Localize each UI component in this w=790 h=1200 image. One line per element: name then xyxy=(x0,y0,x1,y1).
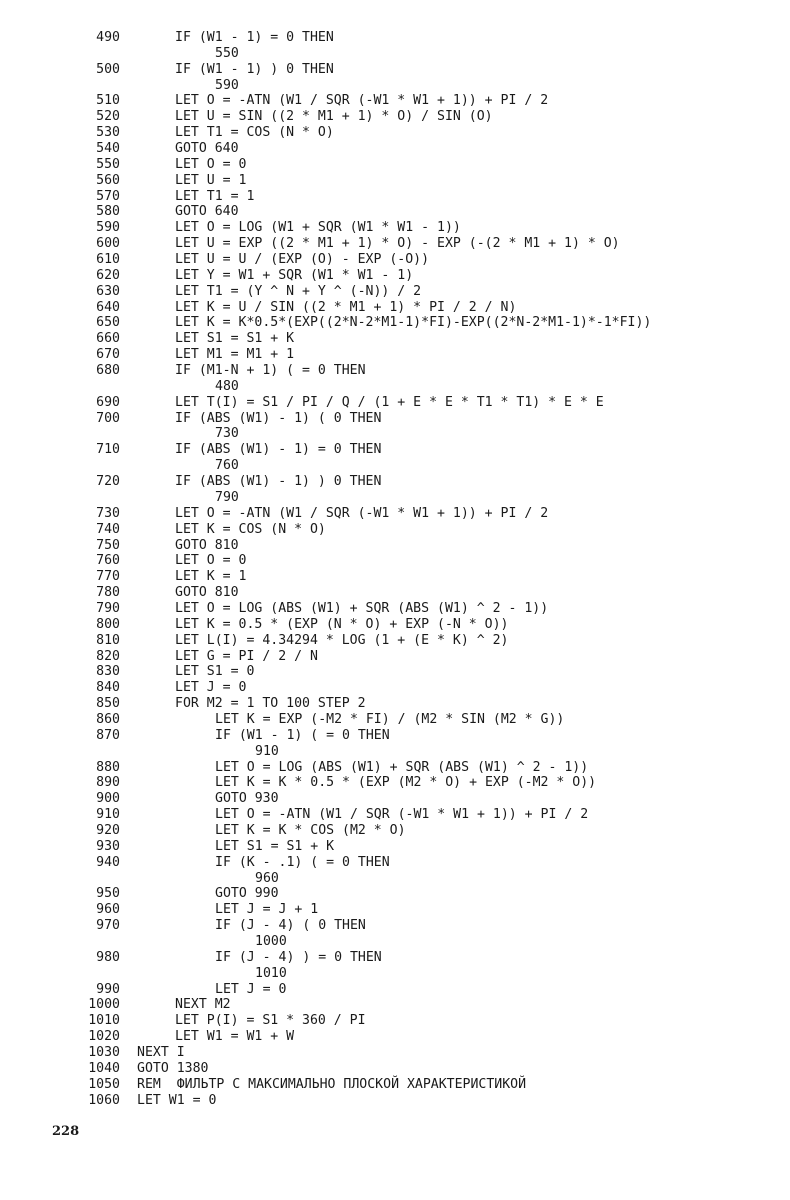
code-text: LET O = LOG (ABS (W1) + SQR (ABS (W1) ^ 2 - 1)) xyxy=(175,600,549,616)
code-text: GOTO 810 xyxy=(175,585,239,601)
page-number: 228 xyxy=(52,1124,80,1139)
line-number: 570 xyxy=(96,188,120,204)
line-number: 520 xyxy=(96,109,120,125)
code-text: LET P(I) = S1 * 360 / PI xyxy=(175,1013,366,1029)
line-number: 600 xyxy=(96,236,120,252)
code-text: NEXT M2 xyxy=(175,997,231,1013)
code-text: LET U = 1 xyxy=(175,172,247,188)
code-text: LET T1 = COS (N * O) xyxy=(175,125,334,141)
line-number: 980 xyxy=(96,949,120,965)
code-text: LET O = -ATN (W1 / SQR (-W1 * W1 + 1)) + PI / 2 xyxy=(175,93,549,109)
code-line xyxy=(0,284,790,300)
code-line xyxy=(0,474,790,490)
code-text: LET G = PI / 2 / N xyxy=(175,648,318,664)
line-number: 680 xyxy=(96,363,120,379)
line-number: 510 xyxy=(96,93,120,109)
code-text: LET K = 0.5 * (EXP (N * O) + EXP (-N * O)) xyxy=(175,616,509,632)
code-line xyxy=(0,712,790,728)
line-number: 1010 xyxy=(88,1013,120,1029)
code-text: IF (K - .1) ( = 0 THEN xyxy=(215,854,390,870)
line-number: 900 xyxy=(96,791,120,807)
code-text: FOR M2 = 1 TO 100 STEP 2 xyxy=(175,696,366,712)
code-line xyxy=(0,1013,790,1029)
code-line xyxy=(0,997,790,1013)
line-number: 850 xyxy=(96,696,120,712)
code-text: LET T1 = 1 xyxy=(175,188,255,204)
code-text: LET S1 = S1 + K xyxy=(175,331,295,347)
code-line xyxy=(0,934,790,950)
code-line xyxy=(0,633,790,649)
code-line xyxy=(0,173,790,189)
code-line xyxy=(0,569,790,585)
code-text: LET O = LOG (ABS (W1) + SQR (ABS (W1) ^ 2 - 1)) xyxy=(215,759,589,775)
code-text: LET O = -ATN (W1 / SQR (-W1 * W1 + 1)) + PI / 2 xyxy=(175,505,549,521)
code-text: 590 xyxy=(215,77,239,93)
code-text: IF (W1 - 1) ( = 0 THEN xyxy=(215,727,390,743)
code-text: IF (ABS (W1) - 1) ( 0 THEN xyxy=(175,410,382,426)
line-number: 800 xyxy=(96,616,120,632)
line-number: 990 xyxy=(96,981,120,997)
code-line xyxy=(0,363,790,379)
code-line xyxy=(0,125,790,141)
code-text: 790 xyxy=(215,489,239,505)
code-line xyxy=(0,601,790,617)
code-text: LET L(I) = 4.34294 * LOG (1 + (E * K) ^ 2) xyxy=(175,632,509,648)
code-line xyxy=(0,426,790,442)
line-number: 780 xyxy=(96,585,120,601)
code-text: 1000 xyxy=(255,933,287,949)
line-number: 940 xyxy=(96,854,120,870)
code-line xyxy=(0,617,790,633)
code-text: LET S1 = 0 xyxy=(175,664,255,680)
line-number: 820 xyxy=(96,648,120,664)
code-line xyxy=(0,331,790,347)
code-text: LET M1 = M1 + 1 xyxy=(175,347,295,363)
code-text: IF (ABS (W1) - 1) = 0 THEN xyxy=(175,442,382,458)
code-line xyxy=(0,807,790,823)
line-number: 1050 xyxy=(88,1076,120,1092)
code-line xyxy=(0,649,790,665)
line-number: 960 xyxy=(96,902,120,918)
line-number: 530 xyxy=(96,125,120,141)
code-line xyxy=(0,157,790,173)
code-line xyxy=(0,236,790,252)
code-text: LET Y = W1 + SQR (W1 * W1 - 1) xyxy=(175,267,414,283)
code-text: LET O = LOG (W1 + SQR (W1 * W1 - 1)) xyxy=(175,220,461,236)
code-text: LET J = J + 1 xyxy=(215,902,319,918)
code-text: IF (J - 4) ( 0 THEN xyxy=(215,918,366,934)
code-text: LET W1 = W1 + W xyxy=(175,1029,295,1045)
line-number: 970 xyxy=(96,918,120,934)
line-number: 670 xyxy=(96,347,120,363)
code-text: 960 xyxy=(255,870,279,886)
code-line xyxy=(0,220,790,236)
code-text: GOTO 810 xyxy=(175,537,239,553)
line-number: 870 xyxy=(96,727,120,743)
code-text: LET K = U / SIN ((2 * M1 + 1) * PI / 2 / N) xyxy=(175,299,517,315)
code-text: 730 xyxy=(215,426,239,442)
line-number: 790 xyxy=(96,600,120,616)
code-line xyxy=(0,411,790,427)
line-number: 880 xyxy=(96,759,120,775)
line-number: 500 xyxy=(96,61,120,77)
code-line xyxy=(0,855,790,871)
line-number: 540 xyxy=(96,141,120,157)
code-line xyxy=(0,1093,790,1109)
code-line xyxy=(0,585,790,601)
code-line xyxy=(0,538,790,554)
code-line xyxy=(0,522,790,538)
code-line xyxy=(0,109,790,125)
line-number: 1060 xyxy=(88,1092,120,1108)
line-number: 770 xyxy=(96,569,120,585)
code-text: LET J = 0 xyxy=(215,981,287,997)
code-text: LET K = EXP (-M2 * FI) / (M2 * SIN (M2 * G)) xyxy=(215,711,565,727)
line-number: 860 xyxy=(96,711,120,727)
code-line xyxy=(0,918,790,934)
code-text: LET K = COS (N * O) xyxy=(175,521,326,537)
code-text: LET U = EXP ((2 * M1 + 1) * O) - EXP (-(2 * M1 + 1) * O) xyxy=(175,236,620,252)
line-number: 580 xyxy=(96,204,120,220)
code-line xyxy=(0,728,790,744)
code-line xyxy=(0,902,790,918)
code-text: LET K = K*0.5*(EXP((2*N-2*M1-1)*FI)-EXP((2*N-2*M1-1)*-1*FI)) xyxy=(175,315,652,331)
code-line xyxy=(0,204,790,220)
code-text: LET O = 0 xyxy=(175,156,247,172)
code-line xyxy=(0,62,790,78)
code-line xyxy=(0,252,790,268)
code-text: 1010 xyxy=(255,965,287,981)
line-number: 710 xyxy=(96,442,120,458)
code-text: GOTO 640 xyxy=(175,204,239,220)
code-line xyxy=(0,553,790,569)
line-number: 560 xyxy=(96,172,120,188)
code-line xyxy=(0,791,790,807)
code-text: GOTO 640 xyxy=(175,141,239,157)
code-text: LET U = U / (EXP (O) - EXP (-O)) xyxy=(175,252,430,268)
code-line xyxy=(0,664,790,680)
code-line xyxy=(0,268,790,284)
line-number: 650 xyxy=(96,315,120,331)
code-text: IF (ABS (W1) - 1) ) 0 THEN xyxy=(175,474,382,490)
code-line xyxy=(0,886,790,902)
line-number: 550 xyxy=(96,156,120,172)
code-text: LET W1 = 0 xyxy=(137,1092,217,1108)
code-line xyxy=(0,1061,790,1077)
code-text: 550 xyxy=(215,45,239,61)
code-listing xyxy=(0,30,790,1108)
code-text: LET S1 = S1 + K xyxy=(215,838,335,854)
code-text: GOTO 1380 xyxy=(137,1060,209,1076)
line-number: 760 xyxy=(96,553,120,569)
line-number: 890 xyxy=(96,775,120,791)
code-line xyxy=(0,950,790,966)
line-number: 840 xyxy=(96,680,120,696)
line-number: 740 xyxy=(96,521,120,537)
code-text: NEXT I xyxy=(137,1045,185,1060)
line-number: 1020 xyxy=(88,1029,120,1045)
line-number: 590 xyxy=(96,220,120,236)
code-text: IF (W1 - 1) = 0 THEN xyxy=(175,30,334,45)
code-text: 910 xyxy=(255,743,279,759)
line-number: 950 xyxy=(96,886,120,902)
line-number: 630 xyxy=(96,283,120,299)
code-line xyxy=(0,506,790,522)
code-line xyxy=(0,315,790,331)
line-number: 720 xyxy=(96,474,120,490)
line-number: 620 xyxy=(96,267,120,283)
code-line xyxy=(0,490,790,506)
code-text: LET T(I) = S1 / PI / Q / (1 + E * E * T1 * T1) * E * E xyxy=(175,394,604,410)
code-line xyxy=(0,966,790,982)
code-text: LET O = 0 xyxy=(175,553,247,569)
code-text: IF (W1 - 1) ) 0 THEN xyxy=(175,61,334,77)
code-line xyxy=(0,300,790,316)
code-line xyxy=(0,696,790,712)
code-line xyxy=(0,379,790,395)
line-number: 810 xyxy=(96,632,120,648)
code-text: LET K = 1 xyxy=(175,569,247,585)
line-number: 660 xyxy=(96,331,120,347)
line-number: 830 xyxy=(96,664,120,680)
code-line xyxy=(0,395,790,411)
code-line xyxy=(0,1029,790,1045)
line-number: 1030 xyxy=(88,1045,120,1060)
code-line xyxy=(0,744,790,760)
code-line xyxy=(0,775,790,791)
code-text: LET T1 = (Y ^ N + Y ^ (-N)) / 2 xyxy=(175,283,422,299)
code-line xyxy=(0,839,790,855)
line-number: 490 xyxy=(96,30,120,45)
code-text: LET U = SIN ((2 * M1 + 1) * O) / SIN (O) xyxy=(175,109,493,125)
code-line xyxy=(0,982,790,998)
code-line xyxy=(0,760,790,776)
code-line xyxy=(0,871,790,887)
code-line xyxy=(0,442,790,458)
line-number: 1040 xyxy=(88,1060,120,1076)
code-text: LET K = K * 0.5 * (EXP (M2 * O) + EXP (-M2 * O)) xyxy=(215,775,597,791)
code-text: GOTO 930 xyxy=(215,791,279,807)
line-number: 920 xyxy=(96,822,120,838)
line-number: 730 xyxy=(96,505,120,521)
code-line xyxy=(0,189,790,205)
code-line xyxy=(0,823,790,839)
code-text: REM ФИЛЬТР С МАКСИМАЛЬНО ПЛОСКОЙ ХАРАКТЕРИСТИКОЙ xyxy=(137,1076,527,1092)
code-text: GOTO 990 xyxy=(215,886,279,902)
line-number: 910 xyxy=(96,807,120,823)
code-line xyxy=(0,46,790,62)
line-number: 930 xyxy=(96,838,120,854)
code-text: LET K = K * COS (M2 * O) xyxy=(215,822,406,838)
line-number: 690 xyxy=(96,394,120,410)
code-line xyxy=(0,1077,790,1093)
code-line xyxy=(0,680,790,696)
code-line xyxy=(0,141,790,157)
line-number: 610 xyxy=(96,252,120,268)
line-number: 640 xyxy=(96,299,120,315)
code-text: 760 xyxy=(215,458,239,474)
code-line xyxy=(0,78,790,94)
code-text: LET O = -ATN (W1 / SQR (-W1 * W1 + 1)) + PI / 2 xyxy=(215,807,589,823)
code-line xyxy=(0,93,790,109)
code-line xyxy=(0,458,790,474)
line-number: 700 xyxy=(96,410,120,426)
code-text: IF (M1-N + 1) ( = 0 THEN xyxy=(175,363,366,379)
code-text: LET J = 0 xyxy=(175,680,247,696)
code-line xyxy=(0,30,790,46)
code-line xyxy=(0,347,790,363)
line-number: 1000 xyxy=(88,997,120,1013)
line-number: 750 xyxy=(96,537,120,553)
code-text: 480 xyxy=(215,378,239,394)
code-line xyxy=(0,1045,790,1061)
code-text: IF (J - 4) ) = 0 THEN xyxy=(215,949,382,965)
